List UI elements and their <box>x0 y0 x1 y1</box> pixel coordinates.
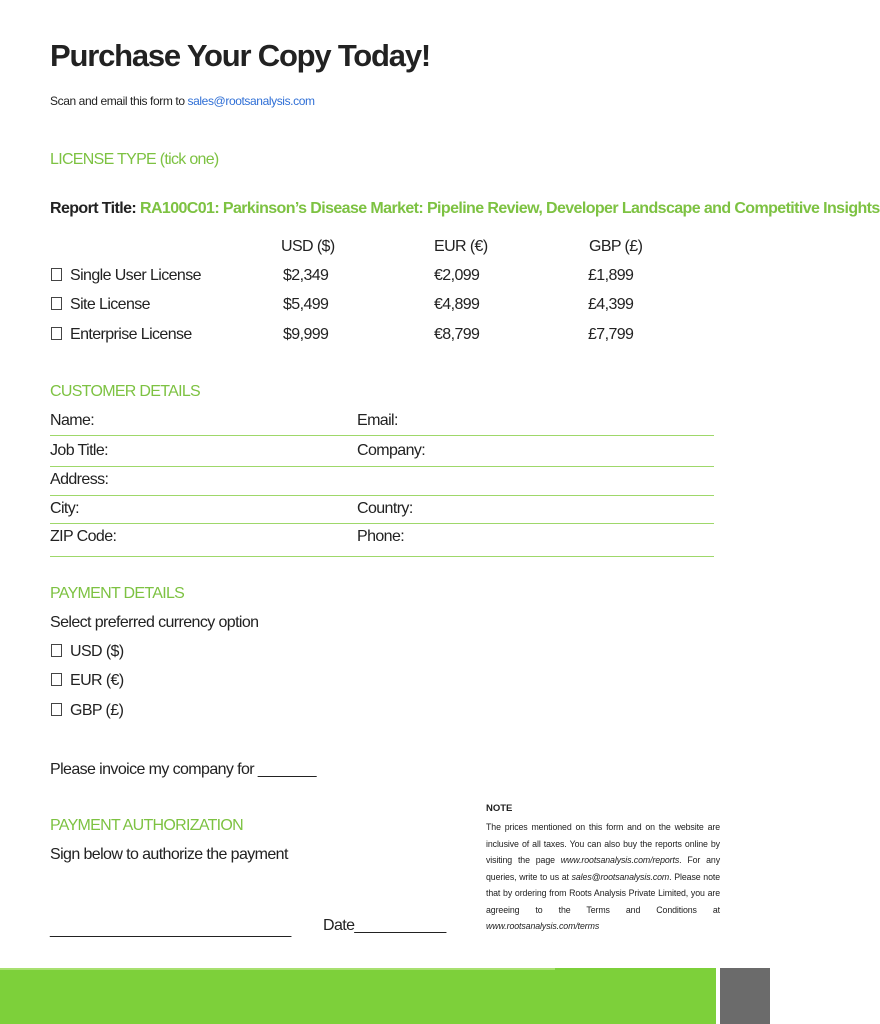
footer-highlight-line <box>0 968 555 970</box>
checkbox-eur[interactable] <box>51 673 62 686</box>
terms-url-link[interactable]: www.rootsanalysis.com/terms <box>486 921 600 931</box>
address-label: Address: <box>50 471 109 488</box>
checkbox-enterprise[interactable] <box>51 327 62 340</box>
footer-corner-block <box>720 968 770 1024</box>
license-section-title: LICENSE TYPE (tick one) <box>50 151 219 168</box>
price-site-usd: $5,499 <box>283 296 329 313</box>
currency-select-label: Select preferred currency option <box>50 614 259 631</box>
name-email-line[interactable] <box>50 435 714 436</box>
price-enterprise-eur: €8,799 <box>434 326 480 343</box>
report-title-label: Report Title: <box>50 200 137 217</box>
note-text-3: . Please note that by ordering from Roots Analysis Private Limited, you are agreeing to the Terms and Conditions at <box>486 871 720 915</box>
checkbox-usd[interactable] <box>51 644 62 657</box>
zip-label: ZIP Code: <box>50 528 117 545</box>
signature-line[interactable]: _____________________________ <box>50 921 291 938</box>
note-email-link[interactable]: sales@rootsanalysis.com <box>571 871 670 882</box>
job-company-line[interactable] <box>50 466 714 467</box>
column-header-gbp: GBP (£) <box>589 238 643 255</box>
email-label: Email: <box>357 412 398 429</box>
price-site-gbp: £4,399 <box>588 296 634 313</box>
city-country-line[interactable] <box>50 523 714 524</box>
sales-email-link[interactable]: sales@rootsanalysis.com <box>187 94 315 108</box>
license-option-site[interactable] <box>51 296 150 314</box>
license-label: Site License <box>70 296 150 313</box>
price-single-usd: $2,349 <box>283 267 329 284</box>
invoice-label: Please invoice my company for _______ <box>50 761 316 778</box>
currency-label: EUR (€) <box>70 672 124 689</box>
price-single-gbp: £1,899 <box>588 267 634 284</box>
zip-phone-line[interactable] <box>50 556 714 557</box>
price-enterprise-usd: $9,999 <box>283 326 329 343</box>
payment-section-title: PAYMENT DETAILS <box>50 585 185 602</box>
note-text-1: The prices mentioned on this form and on the website are inclusive of all taxes. You can also buy the reports online by visiting the page <box>486 822 720 865</box>
reports-url-link[interactable]: www.rootsanalysis.com/reports <box>560 855 680 865</box>
note-heading: NOTE <box>486 803 513 814</box>
scan-prefix: Scan and email this form to <box>50 94 188 108</box>
country-label: Country: <box>357 500 413 517</box>
license-option-single-user[interactable] <box>51 267 201 285</box>
customer-section-title: CUSTOMER DETAILS <box>50 383 201 400</box>
job-title-label: Job Title: <box>50 442 109 459</box>
page-title: Purchase Your Copy Today! <box>50 38 430 73</box>
currency-option-gbp[interactable] <box>51 702 123 720</box>
sign-instruction: Sign below to authorize the payment <box>50 846 288 863</box>
scan-instruction <box>50 94 315 108</box>
phone-label: Phone: <box>357 528 405 545</box>
checkbox-gbp[interactable] <box>51 703 62 716</box>
column-header-eur: EUR (€) <box>434 238 488 255</box>
company-label: Company: <box>357 442 426 459</box>
report-title-row <box>50 200 880 218</box>
price-single-eur: €2,099 <box>434 267 480 284</box>
currency-label: GBP (£) <box>70 702 124 719</box>
authorization-section-title: PAYMENT AUTHORIZATION <box>50 817 244 834</box>
checkbox-single-user[interactable] <box>51 268 62 281</box>
note-text-2: . For any queries, write to us at <box>486 855 720 882</box>
license-label: Enterprise License <box>70 326 192 343</box>
license-option-enterprise[interactable] <box>51 326 192 344</box>
license-label: Single User License <box>70 267 201 284</box>
report-title: RA100C01: Parkinson’s Disease Market: Pipeline Review, Developer Landscape and Competitive Insights <box>140 200 880 217</box>
currency-label: USD ($) <box>70 643 124 660</box>
column-header-usd: USD ($) <box>281 238 335 255</box>
address-line[interactable] <box>50 495 714 496</box>
footer-green-bar <box>0 968 716 1024</box>
price-site-eur: €4,899 <box>434 296 480 313</box>
note-text <box>486 819 720 935</box>
date-field[interactable]: Date___________ <box>323 917 446 934</box>
price-enterprise-gbp: £7,799 <box>588 326 634 343</box>
checkbox-site[interactable] <box>51 297 62 310</box>
currency-option-usd[interactable] <box>51 643 124 661</box>
city-label: City: <box>50 500 80 517</box>
name-label: Name: <box>50 412 95 429</box>
currency-option-eur[interactable] <box>51 672 124 690</box>
